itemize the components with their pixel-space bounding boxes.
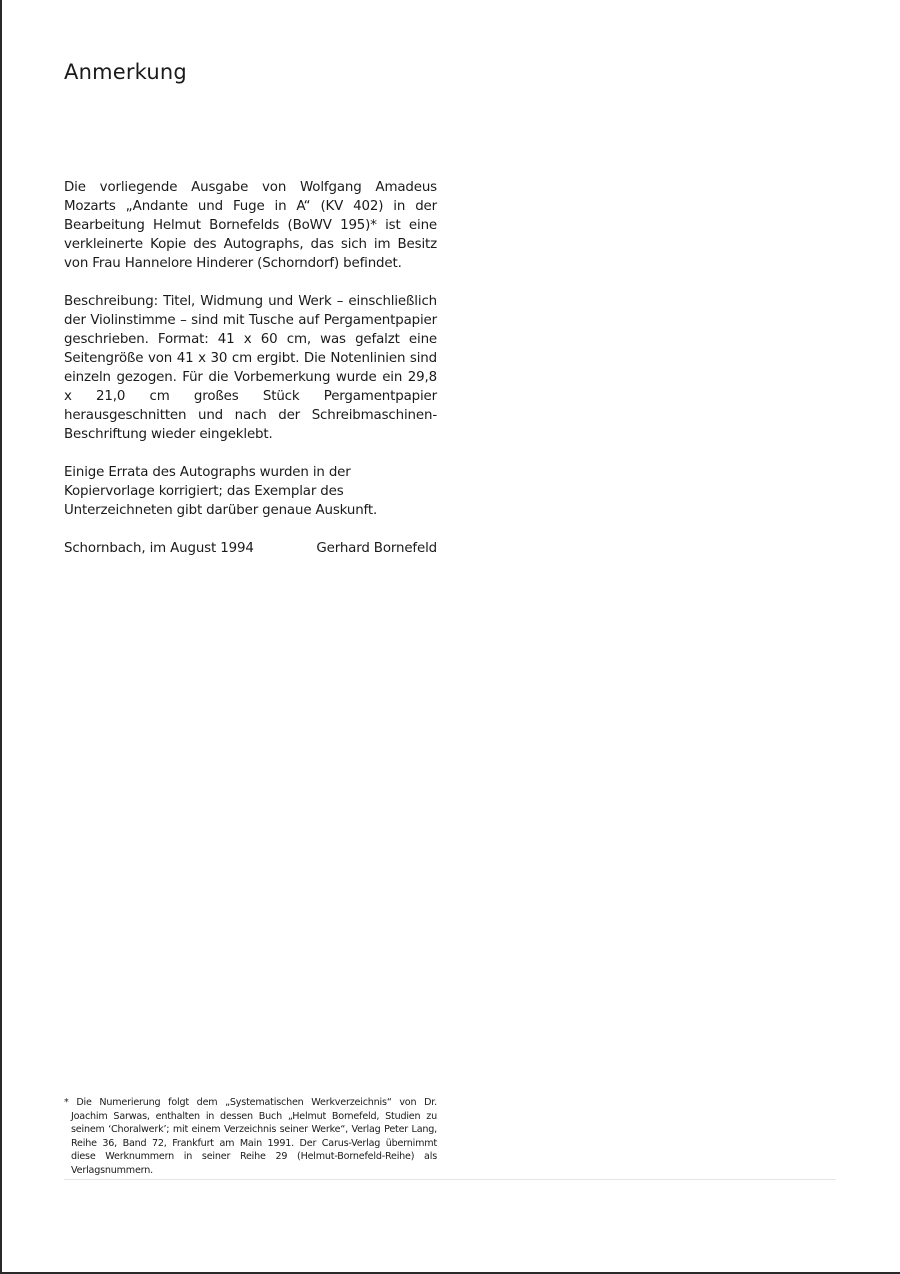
signature-line bbox=[64, 539, 437, 558]
paragraph-intro: Die vorliegende Ausgabe von Wolfgang Amadeus Mozarts „Andante und Fuge in A“ (KV 402) in der Bearbeitung Helmut Bornefelds (BoWV 195)* ist eine verkleinerte Kopie des Autographs, das sich im Besitz von Frau Hannelore Hinderer (Schorndorf) befindet. bbox=[64, 180, 437, 271]
paragraph-errata: Einige Errata des Autographs wurden in der Kopiervorlage korrigiert; das Exemplar des Unterzeichneten gibt darüber genaue Auskunft. bbox=[64, 465, 378, 518]
footnote bbox=[64, 1096, 437, 1178]
footnote-text: * Die Numerierung folgt dem „Systematischen Werkverzeichnis“ von Dr. Joachim Sarwas, enthalten in dessen Buch „Helmut Bornefeld, Studien zu seinem ‘Choralwerk’; mit einem Verzeichnis seiner Werke“, Verlag Peter Lang, Reihe 36, Band 72, Frankfurt am Main 1991. Der Carus-Verlag übernimmt diese Werknummern in seiner Reihe 29 (Helmut-Bornefeld-Reihe) als Verlagsnummern. bbox=[64, 1097, 437, 1176]
signature-place-date: Schornbach, im August 1994 bbox=[64, 541, 254, 556]
paragraph-description: Beschreibung: Titel, Widmung und Werk – einschließlich der Violinstimme – sind mit Tusche auf Pergamentpapier geschrieben. Format: 41 x 60 cm, was gefalzt eine Seitengröße von 41 x 30 cm ergibt. Die Notenlinien sind einzeln gezogen. Für die Vorbemerkung wurde ein 29,8 x 21,0 cm großes Stück Pergamentpapier herausgeschnitten und nach der Schreibmaschinen-Beschriftung wieder eingeklebt. bbox=[64, 294, 437, 442]
page-title: Anmerkung bbox=[64, 60, 187, 84]
footer-rule bbox=[64, 1179, 836, 1180]
body-column bbox=[64, 178, 437, 558]
signature-author: Gerhard Bornefeld bbox=[316, 541, 437, 556]
page-edge-left bbox=[0, 0, 2, 1274]
